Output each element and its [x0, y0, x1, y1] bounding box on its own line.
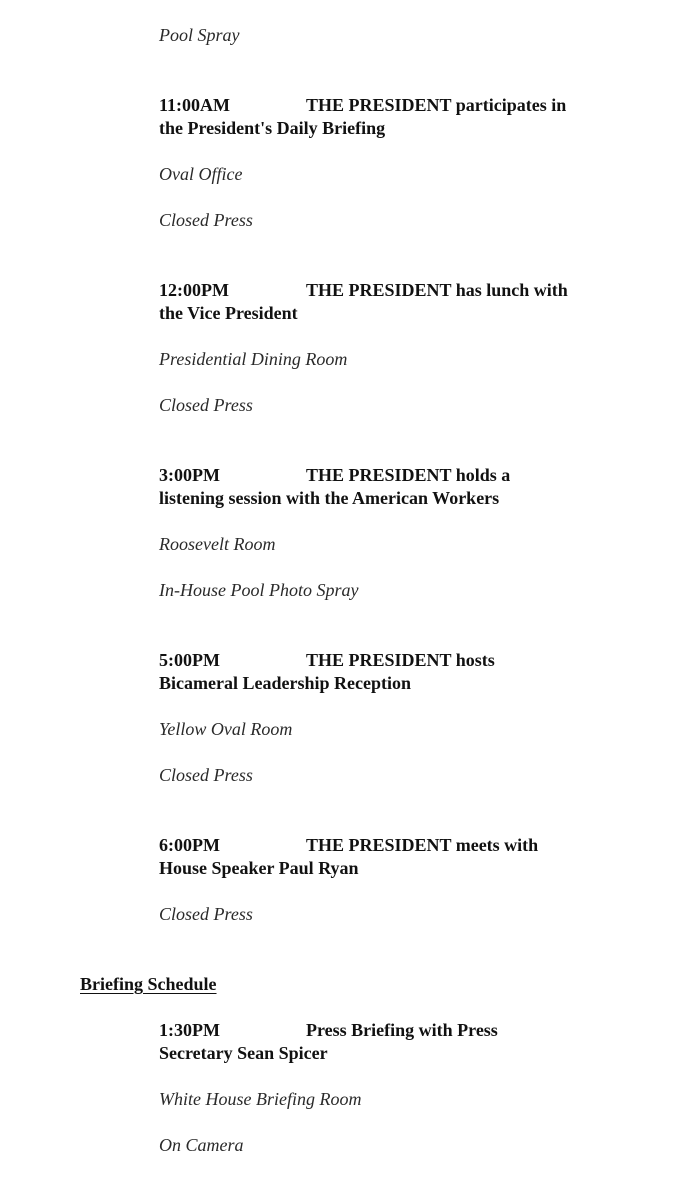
event-location: Roosevelt Room: [159, 534, 276, 554]
event-description-continued: House Speaker Paul Ryan: [159, 858, 359, 878]
briefing-description: Press Briefing with Press: [306, 1020, 498, 1040]
event-time: 6:00PM: [159, 835, 220, 855]
top-press-note: Pool Spray: [159, 25, 240, 45]
briefing-location: White House Briefing Room: [159, 1089, 362, 1109]
event-press-status: Closed Press: [159, 904, 253, 924]
event-time: 12:00PM: [159, 280, 229, 300]
briefing-description-continued: Secretary Sean Spicer: [159, 1043, 328, 1063]
event-description-continued: Bicameral Leadership Reception: [159, 673, 411, 693]
event-press-status: Closed Press: [159, 210, 253, 230]
event-description: THE PRESIDENT meets with: [306, 835, 539, 855]
event-press-status: In-House Pool Photo Spray: [159, 580, 359, 600]
event-description: THE PRESIDENT holds a: [306, 465, 511, 485]
event-location: Presidential Dining Room: [159, 349, 348, 369]
event-location: Yellow Oval Room: [159, 719, 293, 739]
event-description: THE PRESIDENT hosts: [306, 650, 495, 670]
event-description-continued: listening session with the American Workers: [159, 488, 500, 508]
event-description-continued: the President's Daily Briefing: [159, 118, 386, 138]
event-time: 3:00PM: [159, 465, 220, 485]
event-description-continued: the Vice President: [159, 303, 298, 323]
briefing-time: 1:30PM: [159, 1020, 220, 1040]
briefing-press-status: On Camera: [159, 1135, 244, 1155]
event-time: 5:00PM: [159, 650, 220, 670]
event-location: Oval Office: [159, 164, 243, 184]
briefing-schedule-heading: Briefing Schedule: [80, 974, 217, 994]
event-time: 11:00AM: [159, 95, 230, 115]
event-description: THE PRESIDENT participates in: [306, 95, 567, 115]
event-press-status: Closed Press: [159, 765, 253, 785]
event-description: THE PRESIDENT has lunch with: [306, 280, 568, 300]
event-press-status: Closed Press: [159, 395, 253, 415]
